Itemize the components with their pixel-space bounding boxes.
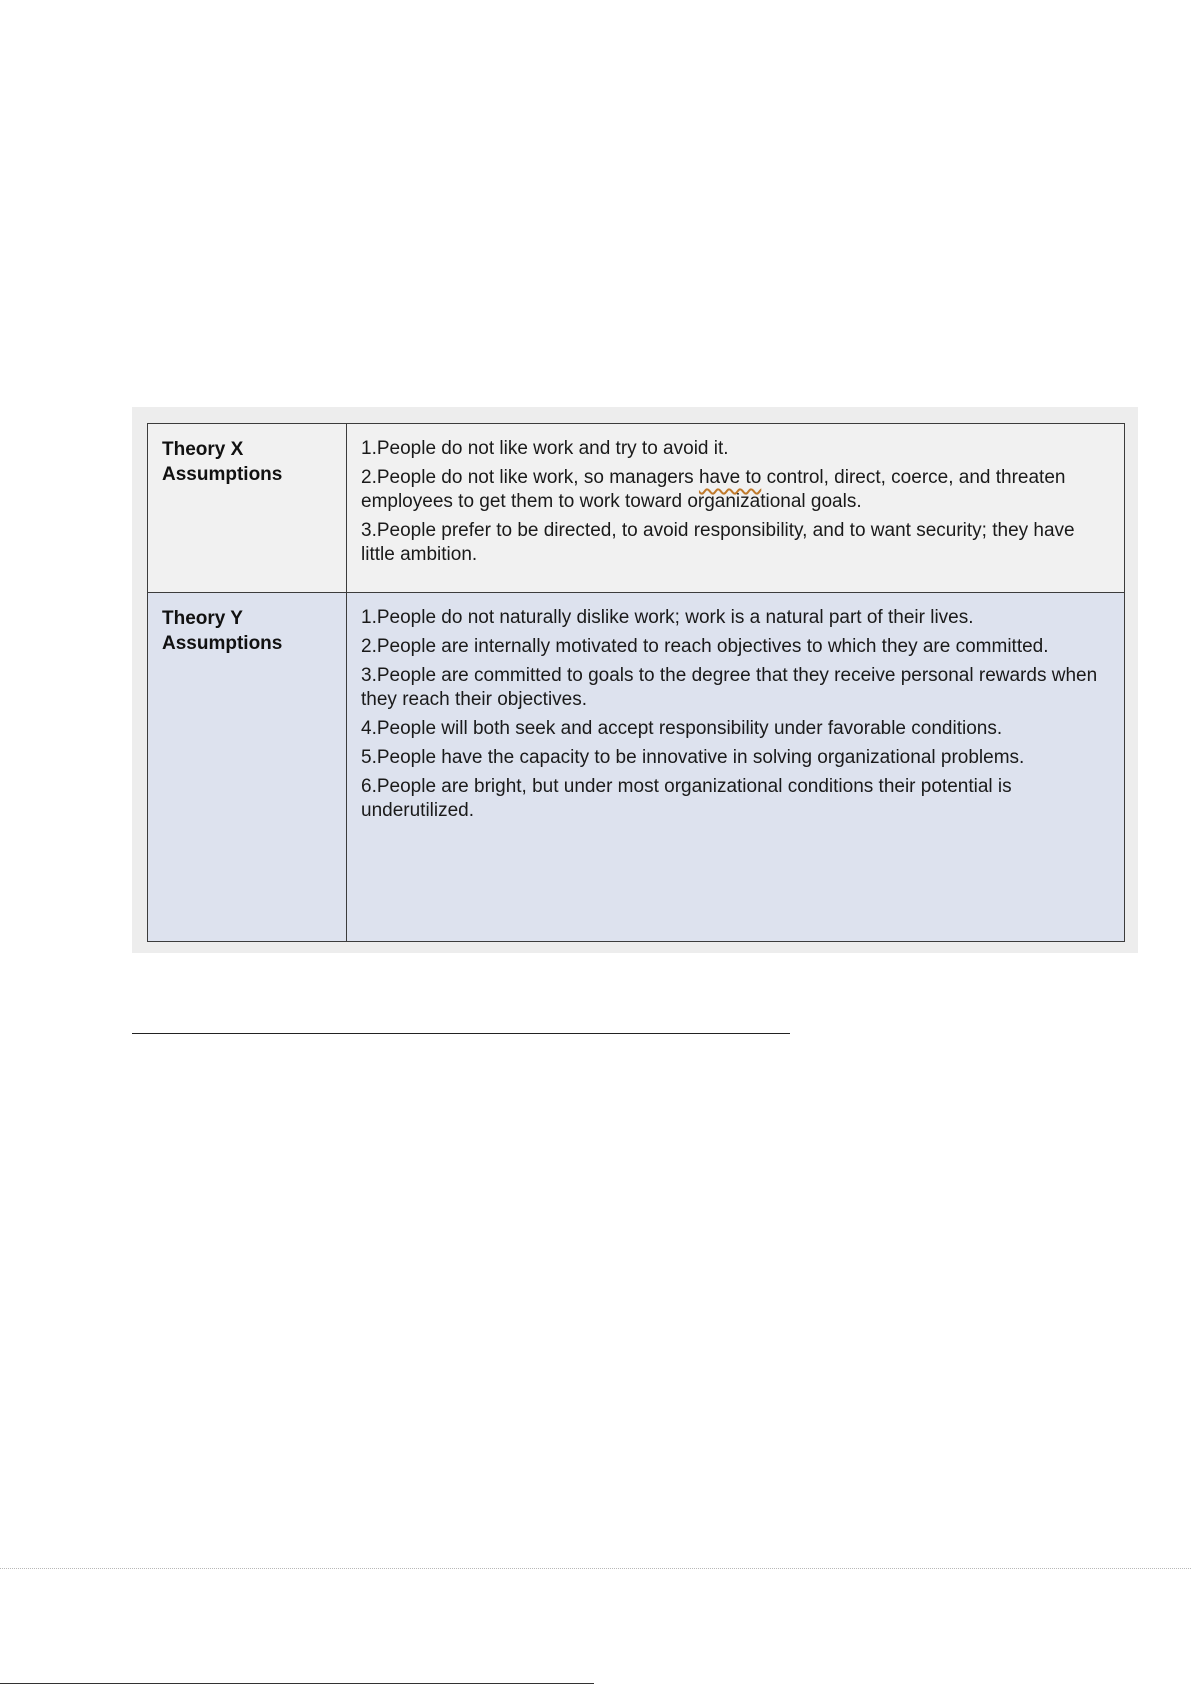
theory-x-assumption-3: 3.People prefer to be directed, to avoid responsibility, and to want security; they have little ambition.: [361, 520, 1075, 565]
theory-x-label-subtitle: Assumptions: [162, 464, 283, 485]
theory-xy-table: [147, 423, 1125, 942]
theory-y-assumption-6: 6.People are bright, but under most organizational conditions their potential is underutilized.: [361, 776, 1012, 821]
table-row-theory-y: [148, 593, 1125, 942]
theory-x-assumption-1: 1.People do not like work and try to avoid it.: [361, 438, 729, 459]
theory-x-assumption-2: 2.People do not like work, so managers have to control, direct, coerce, and threaten employees to get them to work toward organizational goals.: [361, 467, 1066, 512]
theory-y-assumption-1: 1.People do not naturally dislike work; work is a natural part of their lives.: [361, 607, 974, 628]
theory-x-assumption-list: [361, 437, 1110, 567]
theory-y-assumption-2: 2.People are internally motivated to reach objectives to which they are committed.: [361, 636, 1049, 657]
theory-y-assumptions-cell: [347, 593, 1125, 942]
theory-x-assumptions-cell: [347, 424, 1125, 593]
spellcheck-underline: have to: [698, 467, 762, 488]
theory-y-label-cell: [148, 593, 347, 942]
theory-x-label: [162, 437, 332, 487]
theory-x-label-title: Theory X: [162, 439, 244, 460]
theory-y-assumption-3: 3.People are committed to goals to the degree that they receive personal rewards when they reach their objectives.: [361, 665, 1098, 710]
theory-y-assumption-5: 5.People have the capacity to be innovative in solving organizational problems.: [361, 747, 1025, 768]
dotted-divider: [0, 1568, 1191, 1569]
theory-y-label-subtitle: Assumptions: [162, 633, 283, 654]
table-row-theory-x: [148, 424, 1125, 593]
theory-y-assumption-4: 4.People will both seek and accept responsibility under favorable conditions.: [361, 718, 1003, 739]
footnote-separator: [0, 1683, 594, 1684]
theory-x-label-cell: [148, 424, 347, 593]
theory-y-label-title: Theory Y: [162, 608, 243, 629]
theory-y-label: [162, 606, 332, 656]
theory-y-assumption-list: [361, 606, 1110, 823]
horizontal-rule: [132, 1033, 790, 1034]
